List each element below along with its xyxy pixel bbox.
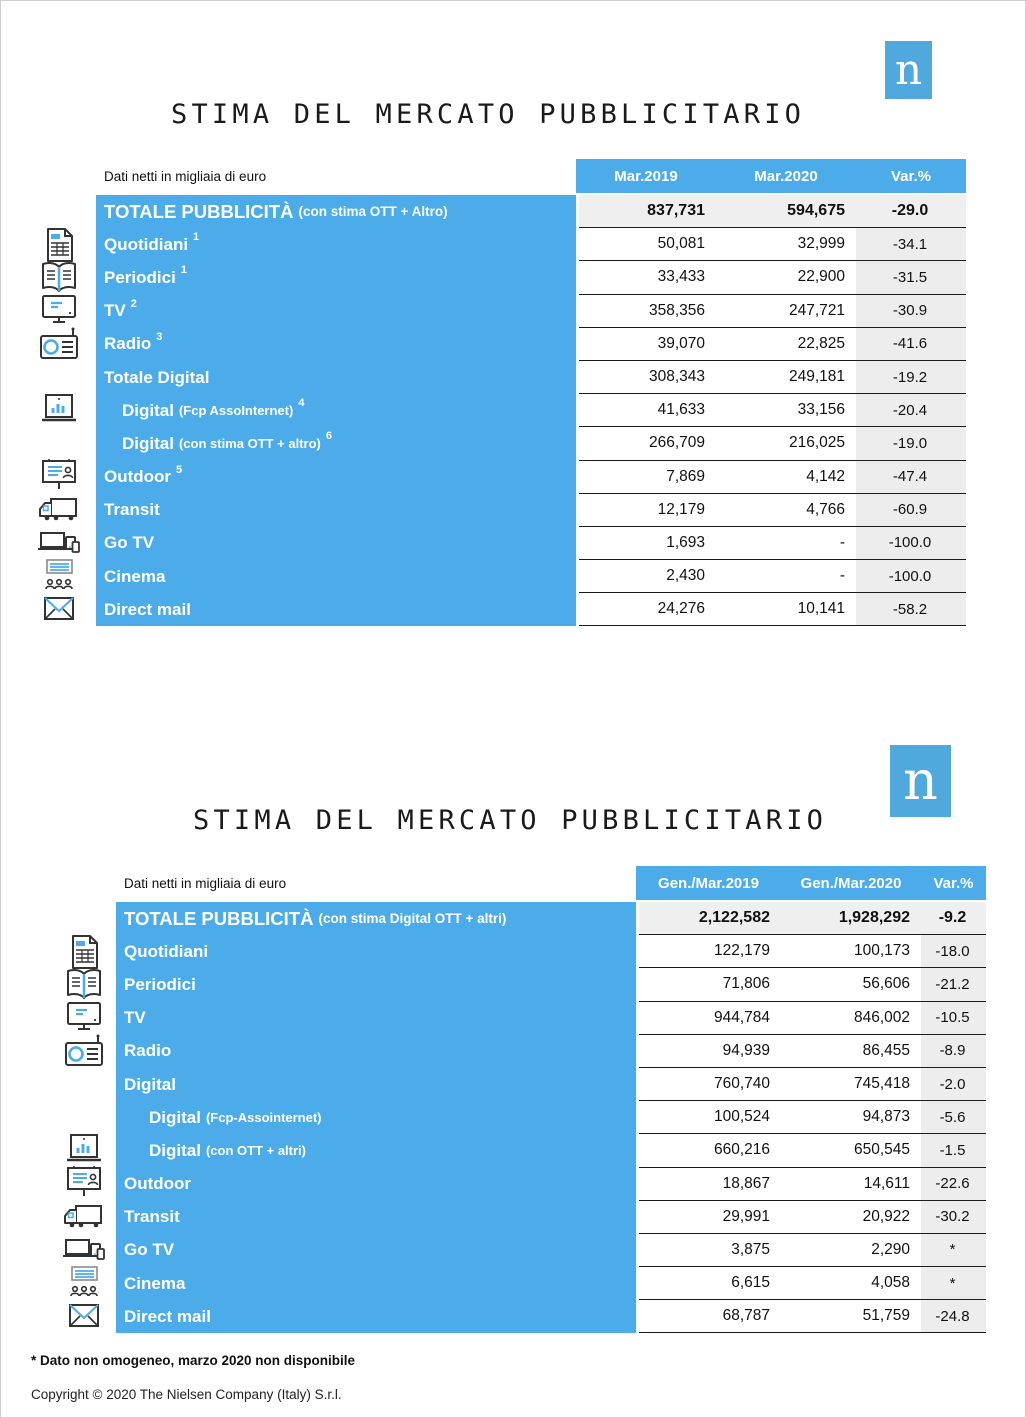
row-label: Transit — [104, 500, 160, 520]
value-period-1: 71,806 — [639, 968, 781, 1000]
value-period-1: 18,867 — [639, 1168, 781, 1200]
column-header: Var.% — [921, 866, 986, 900]
row-values — [639, 1068, 986, 1101]
value-period-1: 41,633 — [579, 394, 716, 426]
table-row — [1, 361, 966, 394]
devices-icon — [1, 527, 96, 560]
row-label-cell — [96, 228, 576, 261]
value-period-1: 68,787 — [639, 1300, 781, 1332]
row-label-cell — [96, 394, 576, 427]
row-label: TOTALE PUBBLICITÀ — [104, 200, 294, 222]
icon-spacer — [1, 195, 96, 228]
icon-spacer — [1, 902, 116, 935]
footnote: * Dato non omogeneo, marzo 2020 non disponibile — [31, 1353, 356, 1368]
table-row — [1, 1168, 986, 1201]
value-var-pct: -18.0 — [921, 935, 986, 967]
billboard-icon — [1, 461, 96, 494]
table-row — [1, 1267, 986, 1300]
value-period-2: - — [716, 560, 856, 592]
envelope-icon — [1, 1300, 116, 1333]
row-label: Direct mail — [124, 1306, 211, 1326]
row-label: TV — [104, 301, 126, 321]
value-period-1: 33,433 — [579, 261, 716, 293]
row-label: TOTALE PUBBLICITÀ — [124, 907, 314, 929]
row-values — [639, 1267, 986, 1300]
row-values — [639, 1168, 986, 1201]
row-values — [639, 935, 986, 968]
row-values — [639, 902, 986, 935]
row-label-cell — [96, 328, 576, 361]
row-label-cell — [96, 361, 576, 394]
row-values — [579, 593, 966, 626]
table-row — [1, 295, 966, 328]
value-period-2: 86,455 — [781, 1035, 921, 1067]
value-var-pct: -10.5 — [921, 1002, 986, 1034]
value-period-2: 846,002 — [781, 1002, 921, 1034]
value-var-pct: -2.0 — [921, 1068, 986, 1100]
table-row — [1, 1068, 986, 1101]
row-values — [579, 394, 966, 427]
value-var-pct: -24.8 — [921, 1300, 986, 1332]
row-label-cell — [96, 295, 576, 328]
table-row — [1, 1234, 986, 1267]
value-var-pct: -8.9 — [921, 1035, 986, 1067]
value-period-1: 3,875 — [639, 1234, 781, 1266]
row-label-cell — [116, 902, 636, 935]
value-period-1: 944,784 — [639, 1002, 781, 1034]
value-var-pct: -47.4 — [856, 461, 966, 493]
value-var-pct: -22.6 — [921, 1168, 986, 1200]
row-values — [579, 295, 966, 328]
value-period-2: 22,825 — [716, 328, 856, 360]
value-var-pct: -30.9 — [856, 295, 966, 327]
table-jan-march — [1, 866, 986, 1333]
row-label: Periodici — [124, 974, 196, 994]
row-label-cell — [116, 1234, 636, 1267]
row-label: Digital — [124, 1074, 176, 1094]
table-row — [1, 461, 966, 494]
row-values — [579, 195, 966, 228]
value-period-2: 56,606 — [781, 968, 921, 1000]
column-header: Gen./Mar.2020 — [781, 866, 921, 900]
row-footnote-ref: 6 — [325, 430, 333, 443]
icon-spacer — [1, 427, 96, 460]
devices-icon — [1, 1234, 116, 1267]
value-var-pct: -19.2 — [856, 361, 966, 393]
table-row — [1, 560, 966, 593]
table-row — [1, 968, 986, 1001]
row-footnote-ref: 1 — [193, 231, 200, 244]
row-values — [579, 494, 966, 527]
table-row — [1, 427, 966, 460]
row-label: Cinema — [104, 566, 166, 586]
page-title-march: STIMA DEL MERCATO PUBBLICITARIO — [171, 99, 806, 130]
table-row — [1, 527, 966, 560]
value-period-1: 24,276 — [579, 593, 716, 625]
row-label-cell — [116, 1267, 636, 1300]
value-var-pct: -1.5 — [921, 1134, 986, 1166]
value-var-pct: -29.0 — [856, 195, 966, 227]
value-period-1: 39,070 — [579, 328, 716, 360]
value-period-2: 216,025 — [716, 427, 856, 459]
value-period-2: 20,922 — [781, 1201, 921, 1233]
column-header: Gen./Mar.2019 — [636, 866, 781, 900]
value-var-pct: -30.2 — [921, 1201, 986, 1233]
table-row — [1, 1101, 986, 1134]
table-header-row — [1, 866, 986, 900]
row-sublabel: (con OTT + altri) — [205, 1143, 306, 1159]
laptop-chart-icon — [1, 394, 96, 427]
value-period-2: 32,999 — [716, 228, 856, 260]
laptop-chart-icon — [1, 1134, 116, 1167]
value-var-pct: -9.2 — [921, 902, 986, 934]
cinema-icon — [1, 1267, 116, 1300]
table-row — [1, 394, 966, 427]
row-label-cell — [116, 1035, 636, 1068]
value-period-2: 650,545 — [781, 1134, 921, 1166]
row-label-cell — [116, 968, 636, 1001]
row-label-cell — [96, 461, 576, 494]
row-values — [639, 968, 986, 1001]
row-label: Quotidiani — [104, 234, 189, 254]
row-footnote-ref: 4 — [298, 397, 305, 410]
row-label: Digital — [122, 400, 174, 420]
column-header: Mar.2020 — [716, 159, 856, 193]
row-label-cell — [96, 494, 576, 527]
table-row — [1, 1201, 986, 1234]
row-footnote-ref: 2 — [130, 297, 137, 310]
row-label-cell — [116, 1201, 636, 1234]
row-sublabel: (Fcp AssoInternet) — [178, 403, 294, 419]
table-row — [1, 1002, 986, 1035]
row-label: Radio — [124, 1041, 172, 1061]
value-period-2: 22,900 — [716, 261, 856, 293]
column-header: Var.% — [856, 159, 966, 193]
cinema-icon — [1, 560, 96, 593]
row-label: Outdoor — [104, 467, 172, 487]
value-period-1: 308,343 — [579, 361, 716, 393]
row-values — [639, 1134, 986, 1167]
column-header: Mar.2019 — [576, 159, 716, 193]
table-row — [1, 1134, 986, 1167]
value-var-pct: -41.6 — [856, 328, 966, 360]
row-label-cell — [96, 427, 576, 460]
value-period-2: 14,611 — [781, 1168, 921, 1200]
row-footnote-ref: 3 — [156, 330, 163, 343]
value-period-1: 6,615 — [639, 1267, 781, 1299]
value-period-1: 29,991 — [639, 1201, 781, 1233]
row-sublabel: (con stima OTT + Altro) — [298, 204, 448, 220]
newspaper-icon — [1, 228, 96, 261]
value-period-1: 760,740 — [639, 1068, 781, 1100]
row-values — [579, 228, 966, 261]
table-row — [1, 593, 966, 626]
radio-icon — [1, 328, 96, 361]
row-label-cell — [96, 593, 576, 626]
value-period-2: 594,675 — [716, 195, 856, 227]
table-total-row — [1, 902, 986, 935]
magazine-icon — [1, 261, 96, 294]
row-label-cell — [116, 1068, 636, 1101]
value-period-1: 1,693 — [579, 527, 716, 559]
table-row — [1, 494, 966, 527]
row-label-cell — [116, 935, 636, 968]
row-label: TV — [124, 1008, 146, 1028]
unit-label: Dati netti in migliaia di euro — [104, 168, 267, 184]
row-values — [639, 1035, 986, 1068]
value-var-pct: -20.4 — [856, 394, 966, 426]
tv-icon — [1, 295, 96, 328]
row-label: Digital — [122, 433, 174, 453]
row-sublabel: (Fcp-Assointernet) — [205, 1110, 322, 1126]
value-period-2: 249,181 — [716, 361, 856, 393]
row-values — [579, 461, 966, 494]
table-rows — [1, 195, 966, 626]
table-row — [1, 328, 966, 361]
row-values — [579, 560, 966, 593]
truck-icon — [1, 494, 96, 527]
row-sublabel: (con stima OTT + altro) — [178, 436, 321, 452]
row-label: Quotidiani — [124, 941, 209, 961]
table-march — [1, 159, 966, 626]
row-label: Outdoor — [124, 1174, 192, 1194]
row-values — [579, 527, 966, 560]
value-var-pct: * — [921, 1234, 986, 1266]
row-footnote-ref: 5 — [176, 463, 183, 476]
table-header-row — [1, 159, 966, 193]
nielsen-logo-letter: n — [894, 45, 923, 94]
row-values — [639, 1234, 986, 1267]
value-var-pct: -100.0 — [856, 560, 966, 592]
row-label: Go TV — [124, 1240, 175, 1260]
row-values — [639, 1101, 986, 1134]
row-values — [579, 261, 966, 294]
unit-label: Dati netti in migliaia di euro — [124, 875, 287, 891]
table-row — [1, 935, 986, 968]
row-label-cell — [116, 1101, 636, 1134]
value-period-2: 4,058 — [781, 1267, 921, 1299]
row-label: Periodici — [104, 267, 176, 287]
row-label-cell — [116, 1002, 636, 1035]
value-var-pct: -60.9 — [856, 494, 966, 526]
row-label-cell — [96, 560, 576, 593]
value-period-2: 10,141 — [716, 593, 856, 625]
value-period-1: 2,122,582 — [639, 902, 781, 934]
value-period-2: 33,156 — [716, 394, 856, 426]
row-label-cell — [116, 1134, 636, 1167]
value-period-1: 12,179 — [579, 494, 716, 526]
row-label: Digital — [149, 1107, 201, 1127]
value-period-1: 94,939 — [639, 1035, 781, 1067]
nielsen-logo-letter: n — [903, 749, 938, 812]
row-sublabel: (con stima Digital OTT + altri) — [318, 911, 507, 927]
icon-spacer — [1, 1101, 116, 1134]
value-var-pct: -58.2 — [856, 593, 966, 625]
table-total-row — [1, 195, 966, 228]
radio-icon — [1, 1035, 116, 1068]
value-period-2: 4,142 — [716, 461, 856, 493]
row-label-cell — [116, 1300, 636, 1333]
row-label: Go TV — [104, 533, 155, 553]
value-period-1: 2,430 — [579, 560, 716, 592]
value-period-2: 4,766 — [716, 494, 856, 526]
row-label-cell — [96, 527, 576, 560]
value-var-pct: -19.0 — [856, 427, 966, 459]
row-label: Direct mail — [104, 599, 191, 619]
row-label: Radio — [104, 334, 152, 354]
value-var-pct: -21.2 — [921, 968, 986, 1000]
value-period-1: 837,731 — [579, 195, 716, 227]
magazine-icon — [1, 968, 116, 1001]
value-period-1: 266,709 — [579, 427, 716, 459]
value-period-1: 358,356 — [579, 295, 716, 327]
value-period-1: 7,869 — [579, 461, 716, 493]
value-period-2: 247,721 — [716, 295, 856, 327]
value-period-2: 100,173 — [781, 935, 921, 967]
row-values — [579, 328, 966, 361]
value-period-2: - — [716, 527, 856, 559]
row-values — [579, 361, 966, 394]
row-label-cell — [116, 1168, 636, 1201]
row-label-cell — [96, 261, 576, 294]
copyright: Copyright © 2020 The Nielsen Company (Italy) S.r.l. — [31, 1387, 342, 1402]
value-period-1: 122,179 — [639, 935, 781, 967]
icon-spacer — [1, 1068, 116, 1101]
icon-spacer — [1, 361, 96, 394]
row-values — [639, 1002, 986, 1035]
row-values — [639, 1300, 986, 1333]
row-label: Digital — [149, 1140, 201, 1160]
value-period-2: 51,759 — [781, 1300, 921, 1332]
table-rows — [1, 902, 986, 1333]
envelope-icon — [1, 593, 96, 626]
value-period-2: 1,928,292 — [781, 902, 921, 934]
value-var-pct: -100.0 — [856, 527, 966, 559]
row-values — [639, 1201, 986, 1234]
row-footnote-ref: 1 — [180, 264, 187, 277]
newspaper-icon — [1, 935, 116, 968]
value-period-2: 745,418 — [781, 1068, 921, 1100]
value-var-pct: -31.5 — [856, 261, 966, 293]
table-row — [1, 261, 966, 294]
value-period-2: 2,290 — [781, 1234, 921, 1266]
value-period-1: 660,216 — [639, 1134, 781, 1166]
row-label-cell — [96, 195, 576, 228]
value-var-pct: * — [921, 1267, 986, 1299]
table-row — [1, 228, 966, 261]
nielsen-logo — [890, 745, 951, 817]
value-period-2: 94,873 — [781, 1101, 921, 1133]
nielsen-logo — [885, 41, 932, 99]
row-label: Transit — [124, 1207, 180, 1227]
value-period-1: 50,081 — [579, 228, 716, 260]
truck-icon — [1, 1201, 116, 1234]
page-title-jan-march: STIMA DEL MERCATO PUBBLICITARIO — [193, 805, 828, 836]
row-values — [579, 427, 966, 460]
value-var-pct: -5.6 — [921, 1101, 986, 1133]
billboard-icon — [1, 1168, 116, 1201]
table-row — [1, 1300, 986, 1333]
value-var-pct: -34.1 — [856, 228, 966, 260]
value-period-1: 100,524 — [639, 1101, 781, 1133]
row-label: Totale Digital — [104, 367, 210, 387]
tv-icon — [1, 1002, 116, 1035]
row-label: Cinema — [124, 1273, 186, 1293]
table-row — [1, 1035, 986, 1068]
